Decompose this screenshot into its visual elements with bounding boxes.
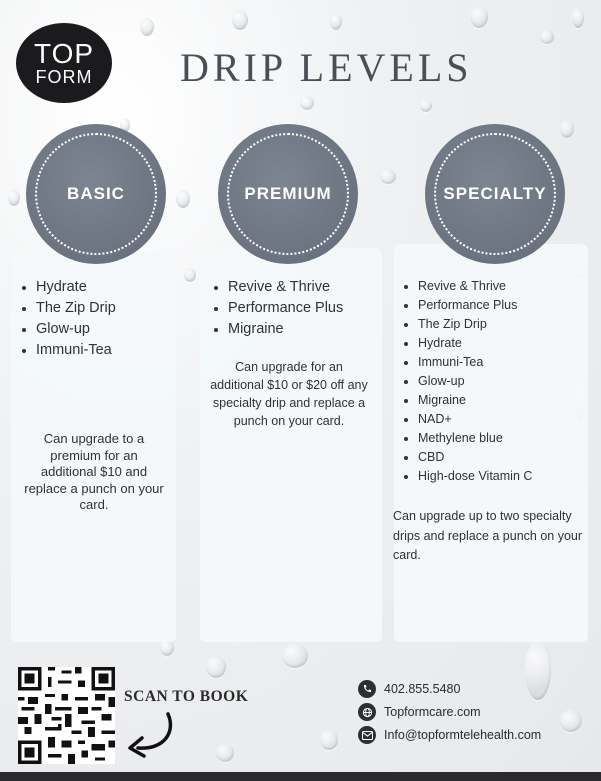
water-drop — [184, 268, 196, 282]
basic-upgrade-note: Can upgrade to a premium for an additional $10 and replace a punch on your card. — [24, 431, 164, 512]
logo-line2: FORM — [35, 67, 93, 87]
topform-logo — [16, 23, 112, 103]
basic-title: BASIC — [67, 184, 125, 203]
basic-drip-list — [20, 277, 116, 361]
page-title: DRIP LEVELS — [180, 45, 473, 90]
list-item: Performance Plus — [402, 296, 532, 315]
premium-title: PREMIUM — [244, 184, 332, 203]
water-drop — [216, 744, 234, 762]
water-drop — [380, 170, 396, 184]
email-icon — [358, 726, 376, 744]
phone-number[interactable]: 402.855.5480 — [384, 682, 461, 696]
premium-drip-list — [212, 277, 343, 340]
list-item: Revive & Thrive — [212, 277, 343, 298]
water-drop — [176, 190, 190, 208]
contact-email[interactable] — [358, 726, 541, 744]
specialty-drip-list — [402, 277, 532, 486]
list-item: The Zip Drip — [402, 315, 532, 334]
specialty-badge — [425, 124, 565, 264]
globe-icon — [358, 703, 376, 721]
email-address[interactable]: Info@topformtelehealth.com — [384, 728, 542, 742]
water-drop — [572, 8, 584, 28]
list-item: Performance Plus — [212, 298, 343, 319]
water-drop — [540, 30, 554, 44]
phone-icon — [358, 680, 376, 698]
logo-line1: TOP — [33, 38, 95, 69]
water-drop — [420, 100, 432, 112]
list-item: NAD+ — [402, 410, 532, 429]
list-item: High-dose Vitamin C — [402, 467, 532, 486]
list-item: CBD — [402, 448, 532, 467]
list-item: Glow-up — [402, 372, 532, 391]
premium-upgrade-note: Can upgrade for an additional $10 or $20 off any specialty drip and replace a punch on your card. — [210, 360, 368, 428]
water-drop — [320, 730, 338, 750]
water-drop — [282, 644, 308, 668]
list-item: Revive & Thrive — [402, 277, 532, 296]
water-drop — [232, 10, 248, 30]
qr-code[interactable] — [18, 667, 115, 764]
water-drop — [560, 710, 582, 732]
list-item: The Zip Drip — [20, 298, 116, 319]
list-item: Immuni-Tea — [402, 353, 532, 372]
scan-to-book-label: SCAN TO BOOK — [124, 688, 249, 705]
water-drop — [525, 640, 551, 700]
specialty-title: SPECIALTY — [443, 184, 547, 203]
water-drop — [140, 18, 154, 36]
basic-badge — [26, 124, 166, 264]
list-item: Immuni-Tea — [20, 340, 116, 361]
list-item: Migraine — [402, 391, 532, 410]
contact-phone[interactable] — [358, 680, 460, 698]
premium-badge — [218, 124, 358, 264]
specialty-upgrade-note: Can upgrade up to two specialty drips and replace a punch on your card. — [393, 509, 583, 562]
water-drop — [470, 6, 488, 28]
list-item: Glow-up — [20, 319, 116, 340]
water-drop — [206, 656, 226, 678]
water-drop — [560, 120, 574, 138]
list-item: Hydrate — [402, 334, 532, 353]
water-drop — [160, 640, 174, 656]
water-drop — [300, 96, 314, 110]
water-drop — [330, 14, 342, 30]
list-item: Hydrate — [20, 277, 116, 298]
curved-arrow-icon — [124, 710, 180, 758]
footer-bar — [0, 772, 601, 781]
water-drop — [8, 190, 20, 206]
list-item: Migraine — [212, 319, 343, 340]
website-link[interactable]: Topformcare.com — [384, 705, 481, 719]
list-item: Methylene blue — [402, 429, 532, 448]
contact-website[interactable] — [358, 703, 481, 721]
